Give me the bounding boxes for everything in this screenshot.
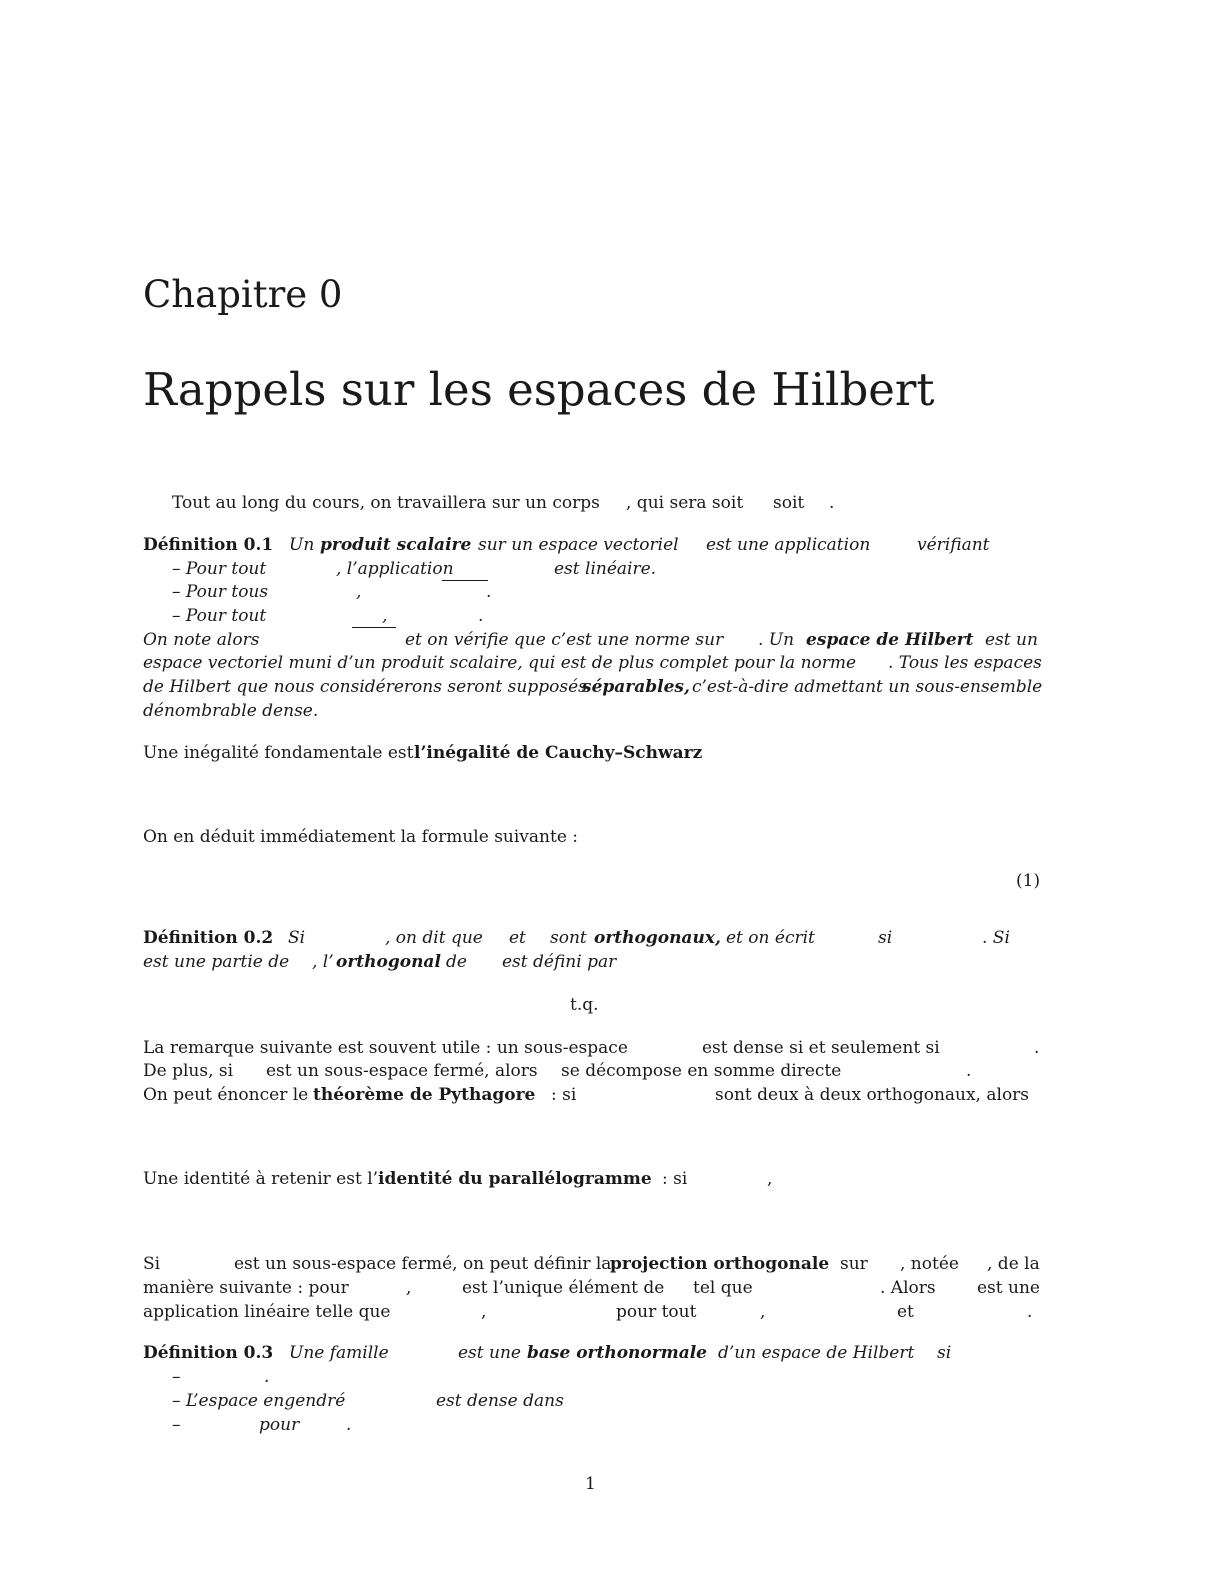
def1-text: vérifiant xyxy=(917,535,990,555)
proj-text: . Alors xyxy=(880,1278,936,1298)
proj-text: manière suivante : pour xyxy=(143,1278,349,1298)
def2-text: , l’ xyxy=(312,952,334,972)
def2-text: , on dit que xyxy=(385,928,483,948)
definition-label: Définition 0.2 xyxy=(143,928,274,948)
proj-text: , notée xyxy=(900,1254,959,1274)
proj-text: application linéaire telle que xyxy=(143,1302,391,1322)
def1-para: est un xyxy=(985,630,1038,650)
def1-item-2: . xyxy=(486,582,492,602)
proj-text: sur xyxy=(840,1254,868,1274)
remark-text: se décompose en somme directe xyxy=(561,1061,842,1081)
def1-text: est une application xyxy=(706,535,871,555)
intro-text-4: . xyxy=(829,493,835,513)
proj-text: est un sous-espace fermé, on peut définir la xyxy=(234,1254,612,1274)
def1-item-3: , xyxy=(382,606,388,626)
def1-para: dénombrable dense. xyxy=(143,701,319,721)
projection-term: projection orthogonale xyxy=(610,1254,830,1274)
def1-item-3: . xyxy=(478,606,484,626)
proj-text: est une xyxy=(977,1278,1040,1298)
overline-mark xyxy=(352,627,396,628)
proj-text: est l’unique élément de xyxy=(462,1278,665,1298)
def2-term: orthogonaux, xyxy=(594,928,721,948)
def2-text: de xyxy=(446,952,467,972)
chapter-title: Rappels sur les espaces de Hilbert xyxy=(143,363,935,416)
def3-item-3: . xyxy=(346,1415,352,1435)
def2-text: sont xyxy=(550,928,587,948)
intro-text-2: , qui sera soit xyxy=(626,493,744,513)
equation-number: (1) xyxy=(1016,871,1041,891)
def1-item-1: est linéaire. xyxy=(554,559,657,579)
proj-text: , xyxy=(406,1278,412,1298)
def1-para: . Tous les espaces xyxy=(888,653,1042,673)
def1-para: . Un xyxy=(758,630,795,650)
page-number: 1 xyxy=(585,1474,596,1494)
def1-item-2: – Pour tous xyxy=(172,582,269,602)
def1-term: séparables, xyxy=(582,677,690,697)
def1-para: et on vérifie que c’est une norme sur xyxy=(405,630,724,650)
overline-mark xyxy=(442,580,488,581)
def2-text: si xyxy=(878,928,893,948)
remark-text: . xyxy=(966,1061,972,1081)
def2-text: . Si xyxy=(982,928,1010,948)
def1-item-3: – Pour tout xyxy=(172,606,267,626)
remark-text: est un sous-espace fermé, alors xyxy=(266,1061,538,1081)
def2-text: est défini par xyxy=(502,952,617,972)
def3-item-1: . xyxy=(264,1367,270,1387)
def3-item-3: pour xyxy=(259,1415,300,1435)
def1-item-1: – Pour tout xyxy=(172,559,267,579)
def1-para: c’est-à-dire admettant un sous-ensemble xyxy=(692,677,1043,697)
remark-text: : si xyxy=(551,1085,577,1105)
def2-text: est une partie de xyxy=(143,952,290,972)
def3-text: si xyxy=(937,1343,952,1363)
proj-text: Si xyxy=(143,1254,161,1274)
def3-item-3: – xyxy=(172,1415,181,1435)
def1-text: Un xyxy=(289,535,315,555)
def3-text: Une famille xyxy=(289,1343,389,1363)
def1-term: espace de Hilbert xyxy=(806,630,974,650)
remark-text: . xyxy=(1034,1038,1040,1058)
proj-text: et xyxy=(897,1302,914,1322)
def3-item-1: – xyxy=(172,1367,181,1387)
remark-text: De plus, si xyxy=(143,1061,234,1081)
def2-term: orthogonal xyxy=(336,952,441,972)
def3-term: base orthonormale xyxy=(527,1343,707,1363)
def2-text: Si xyxy=(288,928,306,948)
proj-text: pour tout xyxy=(616,1302,697,1322)
proj-text: , xyxy=(481,1302,487,1322)
def1-para: espace vectoriel muni d’un produit scalaire, qui est de plus complet pour la norme xyxy=(143,653,857,673)
parallelogram-term: identité du parallélogramme xyxy=(378,1169,652,1189)
def1-para: de Hilbert que nous considérerons seront supposés xyxy=(143,677,587,697)
remark-text: est dense si et seulement si xyxy=(702,1038,940,1058)
cs-term: l’inégalité de Cauchy–Schwarz xyxy=(414,743,703,763)
def3-text: est une xyxy=(458,1343,521,1363)
def3-item-2: – L’espace engendré xyxy=(172,1391,346,1411)
para-text: : si xyxy=(662,1169,688,1189)
proj-text: , xyxy=(760,1302,766,1322)
para-text: , xyxy=(767,1169,773,1189)
para-text: Une identité à retenir est l’ xyxy=(143,1169,379,1189)
def3-item-2: est dense dans xyxy=(436,1391,564,1411)
such-that-text: t.q. xyxy=(570,995,599,1015)
pythagore-term: théorème de Pythagore xyxy=(313,1085,536,1105)
def2-text: et on écrit xyxy=(726,928,815,948)
remark-text: On peut énoncer le xyxy=(143,1085,309,1105)
def1-term: produit scalaire xyxy=(320,535,472,555)
intro-text-1: Tout au long du cours, on travaillera sur un corps xyxy=(172,493,600,513)
cs-text: Une inégalité fondamentale est xyxy=(143,743,414,763)
definition-label: Définition 0.3 xyxy=(143,1343,274,1363)
deduction-text: On en déduit immédiatement la formule suivante : xyxy=(143,827,579,847)
intro-text-3: soit xyxy=(773,493,805,513)
chapter-heading: Chapitre 0 xyxy=(143,273,343,316)
proj-text: tel que xyxy=(693,1278,753,1298)
def1-item-1: , l’application xyxy=(336,559,454,579)
def1-item-2: , xyxy=(356,582,362,602)
def3-text: d’un espace de Hilbert xyxy=(718,1343,915,1363)
def1-para: On note alors xyxy=(143,630,260,650)
remark-text: sont deux à deux orthogonaux, alors xyxy=(715,1085,1030,1105)
proj-text: , de la xyxy=(987,1254,1040,1274)
def1-text: sur un espace vectoriel xyxy=(478,535,679,555)
definition-label: Définition 0.1 xyxy=(143,535,274,555)
remark-text: La remarque suivante est souvent utile : un sous-espace xyxy=(143,1038,628,1058)
def2-text: et xyxy=(509,928,526,948)
proj-text: . xyxy=(1027,1302,1033,1322)
